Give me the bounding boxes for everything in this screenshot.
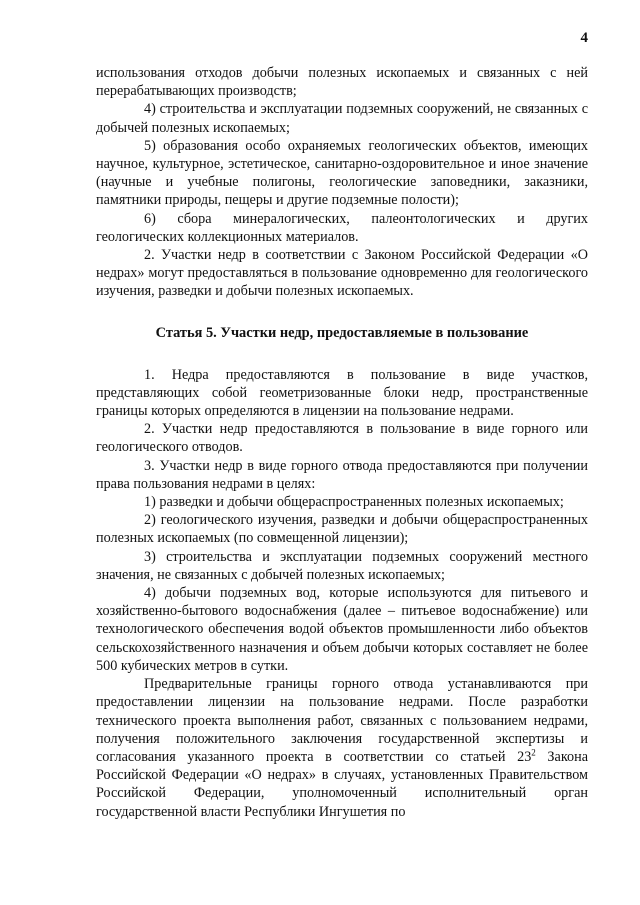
paragraph: 6) сбора минералогических, палеонтологических и других геологических коллекционных материалов. [96,210,588,245]
paragraph: 2) геологического изучения, разведки и добычи общераспространенных полезных ископаемых (по совмещенной лицензии); [96,512,588,547]
document-body [96,64,588,821]
paragraph-text-part2: Закона Российской Федерации «О недрах» в случаях, установленных Правительством Российской Федерации, уполномоченный исполнительный орган государственной власти Республики Ингушетия по [96,748,588,820]
paragraph: 1. Недра предоставляются в пользование в виде участков, представляющих собой геометризованные блоки недр, пространственные границы которых определяются в лицензии на пользование недрами. [96,366,588,420]
paragraph-text-part1: Предварительные границы горного отвода устанавливаются при предоставлении лицензии на пользование недрами. После разработки технического проекта выполнения работ, связанных с пользованием недрами, получения положительного заключения государственной экспертизы и согласования указанного проекта в соответствии со статьей 23 [96,676,588,765]
page-number: 4 [580,30,588,46]
paragraph: 5) образования особо охраняемых геологических объектов, имеющих научное, культурное, эстетическое, санитарно-оздоровительное и иное значение (научные и учебные полигоны, геологические заповедники, заказники, памятники природы, пещеры и другие подземные полости); [96,137,588,209]
superscript: 2 [531,747,536,758]
paragraph: 3) строительства и эксплуатации подземных сооружений местного значения, не связанных с добычей полезных ископаемых; [96,548,588,583]
article-heading: Статья 5. Участки недр, предоставляемые в пользование [155,324,529,341]
paragraph: 4) строительства и эксплуатации подземных сооружений, не связанных с добычей полезных ископаемых; [96,101,588,136]
paragraph: 3. Участки недр в виде горного отвода предоставляются при получении права пользования недрами в целях: [96,457,588,492]
paragraph: 1) разведки и добычи общераспространенных полезных ископаемых; [144,494,564,511]
paragraph-last [96,675,588,821]
paragraph: использования отходов добычи полезных ископаемых и связанных с ней перерабатывающих производств; [96,65,588,100]
paragraph: 2. Участки недр предоставляются в пользование в виде горного или геологического отводов. [96,421,588,456]
paragraph: 2. Участки недр в соответствии с Законом Российской Федерации «О недрах» могут предоставляться в пользование одновременно для геологического изучения, разведки и добычи полезных ископаемых. [96,247,588,300]
paragraph: 4) добычи подземных вод, которые используются для питьевого и хозяйственно-бытового водоснабжения (далее – питьевое водоснабжение) или технологического обеспечения водой объектов промышленности либо объектов сельскохозяйственного назначения и объем добычи которых составляет не более 500 кубических метров в сутки. [96,585,588,674]
